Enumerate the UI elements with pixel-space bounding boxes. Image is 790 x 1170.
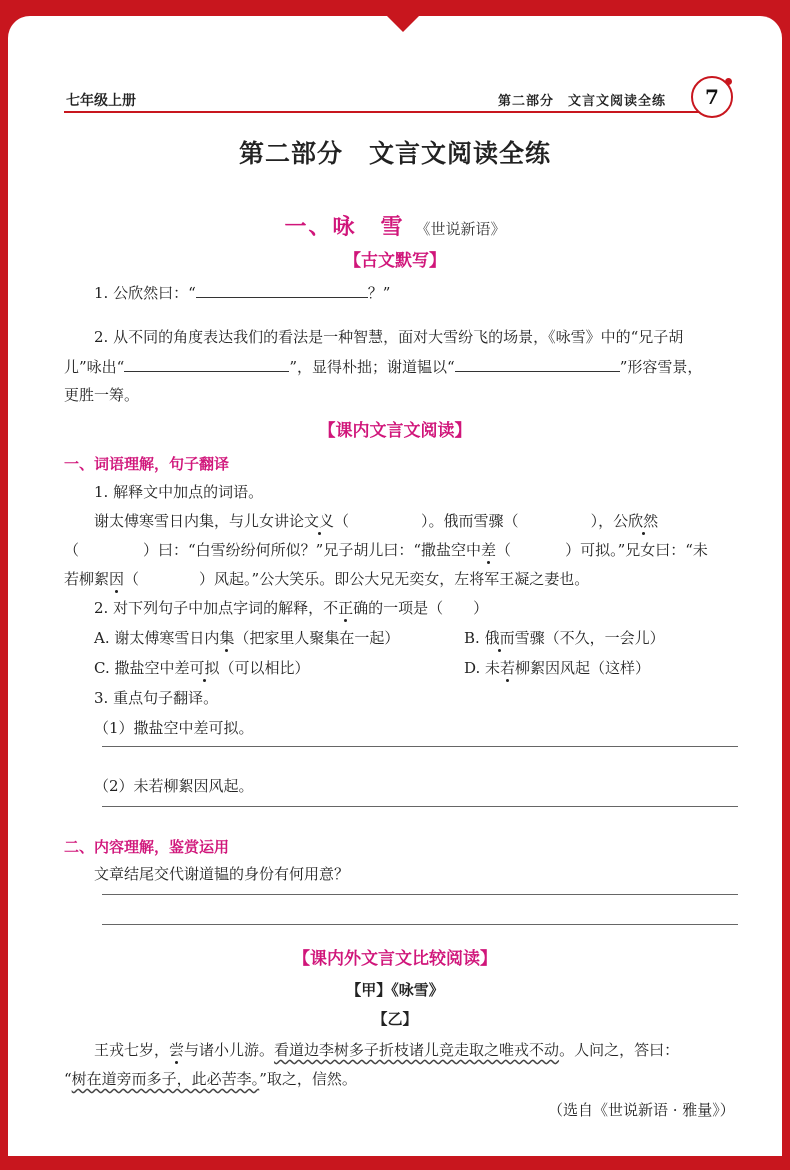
dictation-q1: 1. 公欣然曰：“ ？” bbox=[94, 284, 391, 302]
dictation-q2-line2: 儿”咏出“ ”，显得朴拙；谢道韫以“ ”形容雪景， bbox=[64, 358, 703, 376]
worksheet-page bbox=[8, 16, 782, 1156]
option-b[interactable]: B. 俄而雪骤（不久，一会儿） bbox=[464, 629, 665, 647]
page-number-dot bbox=[725, 78, 732, 85]
answer-blank[interactable] bbox=[455, 356, 620, 372]
dictation-q2-line3: 更胜一筹。 bbox=[64, 386, 140, 404]
header-rule bbox=[64, 111, 704, 113]
section-inclass: 【课内文言文阅读】 bbox=[318, 421, 472, 441]
option-c[interactable]: C. 撒盐空中差可拟（可以相比） bbox=[94, 659, 310, 677]
yi-line1: 王戎七岁，尝与诸小儿游。看道边李树多子折枝诸儿竞走取之唯戎不动。人问之，答曰： bbox=[94, 1041, 680, 1059]
answer-line[interactable] bbox=[102, 924, 738, 925]
part1-q1: 1. 解释文中加点的词语。 bbox=[94, 483, 264, 501]
running-header: 第二部分 文言文阅读全练 bbox=[498, 94, 667, 109]
lesson-heading bbox=[8, 210, 782, 241]
part1-q2: 2. 对下列句子中加点字词的解释，不正确的一项是（ ） bbox=[94, 599, 489, 617]
part2-question: 文章结尾交代谢道韫的身份有何用意？ bbox=[94, 865, 350, 883]
passage-line1: 谢太傅寒雪日内集，与儿女讲论文义（ ）。俄而雪骤（ ），公欣然 bbox=[94, 512, 659, 530]
part1-q3: 3. 重点句子翻译。 bbox=[94, 689, 219, 707]
dictation-q2-line1: 2. 从不同的角度表达我们的看法是一种智慧，面对大雪纷飞的场景，《咏雪》中的“兄子胡 bbox=[94, 328, 684, 346]
page-title: 第二部分 文言文阅读全练 bbox=[238, 139, 551, 168]
part1-q3-2: （2）未若柳絮因风起。 bbox=[94, 777, 254, 795]
answer-blank[interactable] bbox=[124, 356, 289, 372]
lesson-title: 一、咏 雪 bbox=[284, 215, 405, 240]
grade-label: 七年级上册 bbox=[66, 93, 136, 109]
answer-line[interactable] bbox=[102, 806, 738, 807]
passage-line2: （ ）曰：“白雪纷纷何所似？”兄子胡儿曰：“撒盐空中差（ ）可拟。”兄女曰：“未 bbox=[64, 541, 708, 559]
part2-heading: 二、内容理解，鉴赏运用 bbox=[64, 838, 230, 856]
option-d[interactable]: D. 未若柳絮因风起（这样） bbox=[464, 659, 651, 677]
answer-blank[interactable] bbox=[196, 282, 368, 298]
option-a[interactable]: A. 谢太傅寒雪日内集（把家里人聚集在一起） bbox=[94, 629, 400, 647]
text-jia-heading: 【甲】《咏雪》 bbox=[346, 981, 444, 999]
part1-q3-1: （1）撒盐空中差可拟。 bbox=[94, 719, 254, 737]
yi-source: （选自《世说新语 · 雅量》） bbox=[548, 1101, 735, 1119]
answer-line[interactable] bbox=[102, 746, 738, 747]
passage-line3: 若柳絮因（ ）风起。”公大笑乐。即公大兄无奕女，左将军王凝之妻也。 bbox=[64, 570, 590, 588]
section-dictation: 【古文默写】 bbox=[344, 251, 446, 271]
page-number: 7 bbox=[691, 76, 733, 118]
section-compare: 【课内外文言文比较阅读】 bbox=[293, 949, 497, 969]
top-notch bbox=[385, 16, 421, 32]
yi-line2: “树在道旁而多子，此必苦李。”取之，信然。 bbox=[64, 1070, 357, 1088]
part1-heading: 一、词语理解，句子翻译 bbox=[64, 455, 230, 473]
text-yi-heading: 【乙】 bbox=[372, 1010, 418, 1028]
answer-line[interactable] bbox=[102, 894, 738, 895]
lesson-source: 《世说新语》 bbox=[415, 220, 506, 238]
